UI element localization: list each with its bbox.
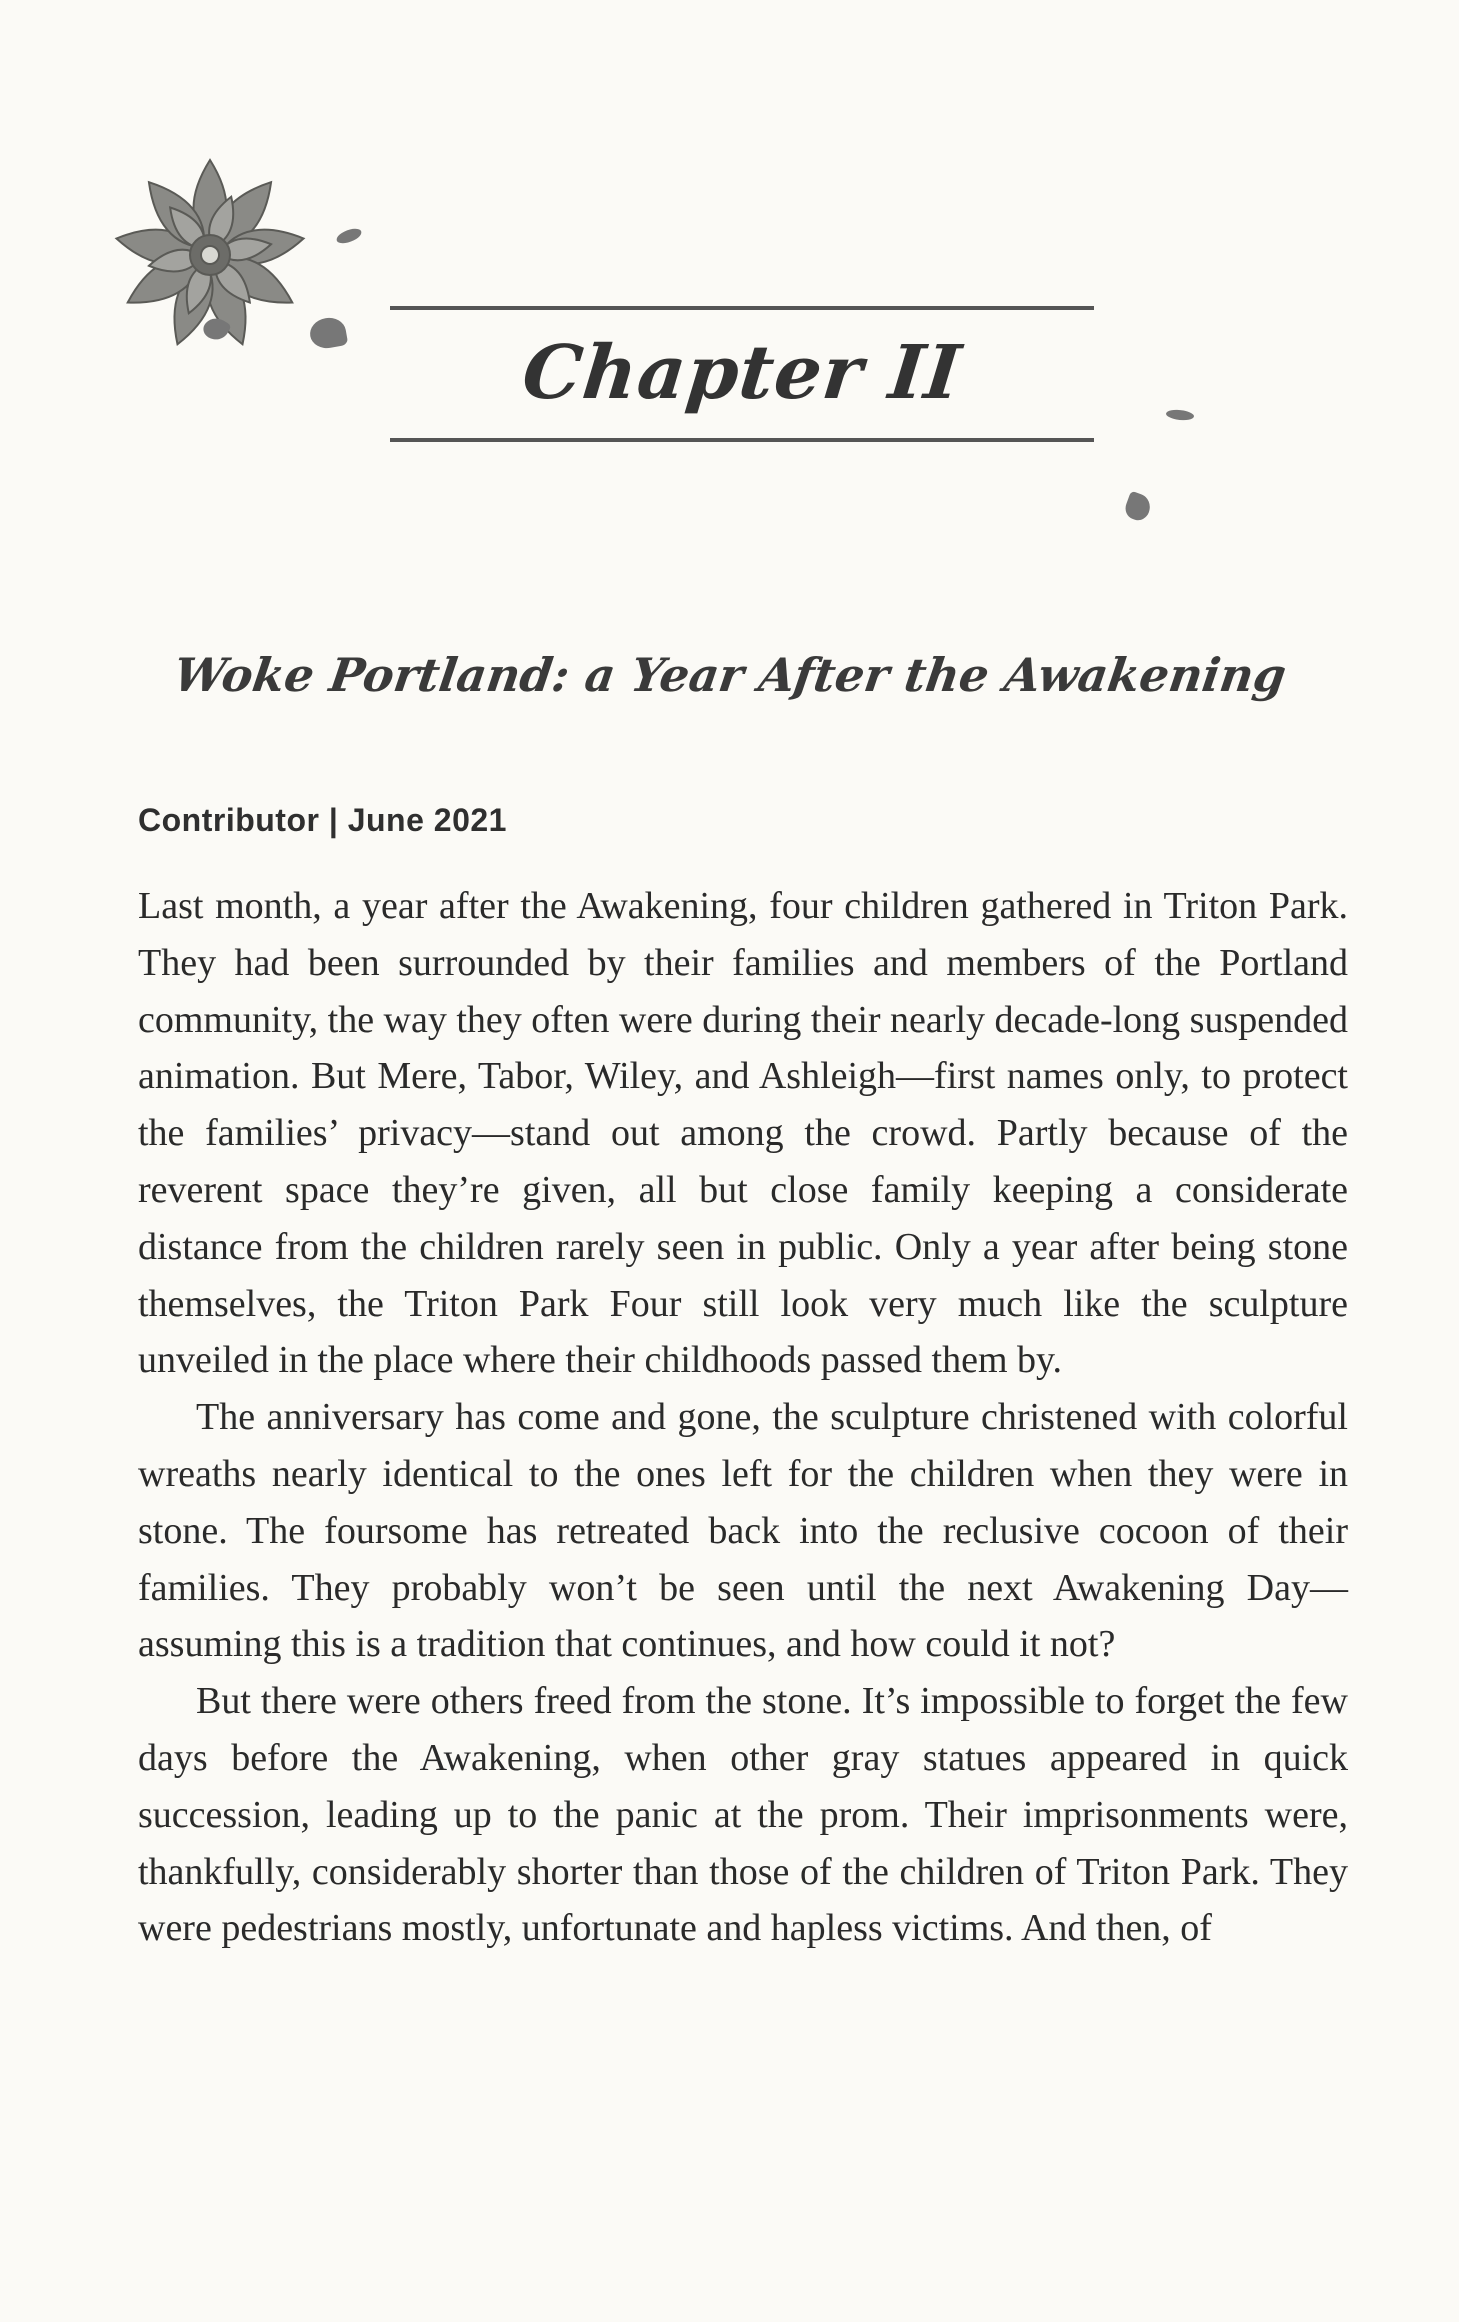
paragraph: But there were others freed from the stone. It’s impossible to forget the few days before the Awakening, when other gray statues appeared in quick succession, leading up to the panic at the prom. Their imprisonments were, thankfully, considerably shorter than those of the children of Triton Park. They were pedestrians mostly, unfortunate and hapless victims. And then, of [138, 1680, 1348, 1950]
falling-petal-icon [1165, 408, 1194, 423]
paragraph: The anniversary has come and gone, the sculpture christened with colorful wreaths nearly identical to the ones left for the children when they were in stone. The foursome has retreated back into the reclusive cocoon of their families. They probably won’t be seen until the next Awakening Day—assuming this is a tradition that continues, and how could it not? [138, 1396, 1348, 1666]
chapter-title: Chapter II [518, 330, 966, 416]
chapter-rule-bottom [390, 438, 1094, 442]
paragraph: Last month, a year after the Awakening, four children gathered in Triton Park. They had been surrounded by their families and members of the Portland community, the way they often were during their nearly decade-long suspended animation. But Mere, Tabor, Wiley, and Ashleigh—first names only, to protect the families’ privacy—stand out among the crowd. Partly because of the reverent space they’re given, all but close family keeping a considerate distance from the children rarely seen in public. Only a year after being stone themselves, the Triton Park Four still look very much like the sculpture unveiled in the place where their childhoods passed them by. [138, 885, 1348, 1382]
chapter-rule-top [390, 306, 1094, 310]
article-byline: Contributor | June 2021 [138, 802, 507, 838]
article-body [138, 878, 1348, 1957]
falling-petal-icon [1122, 491, 1153, 524]
article-title: Woke Portland: a Year After the Awakening [170, 648, 1290, 702]
